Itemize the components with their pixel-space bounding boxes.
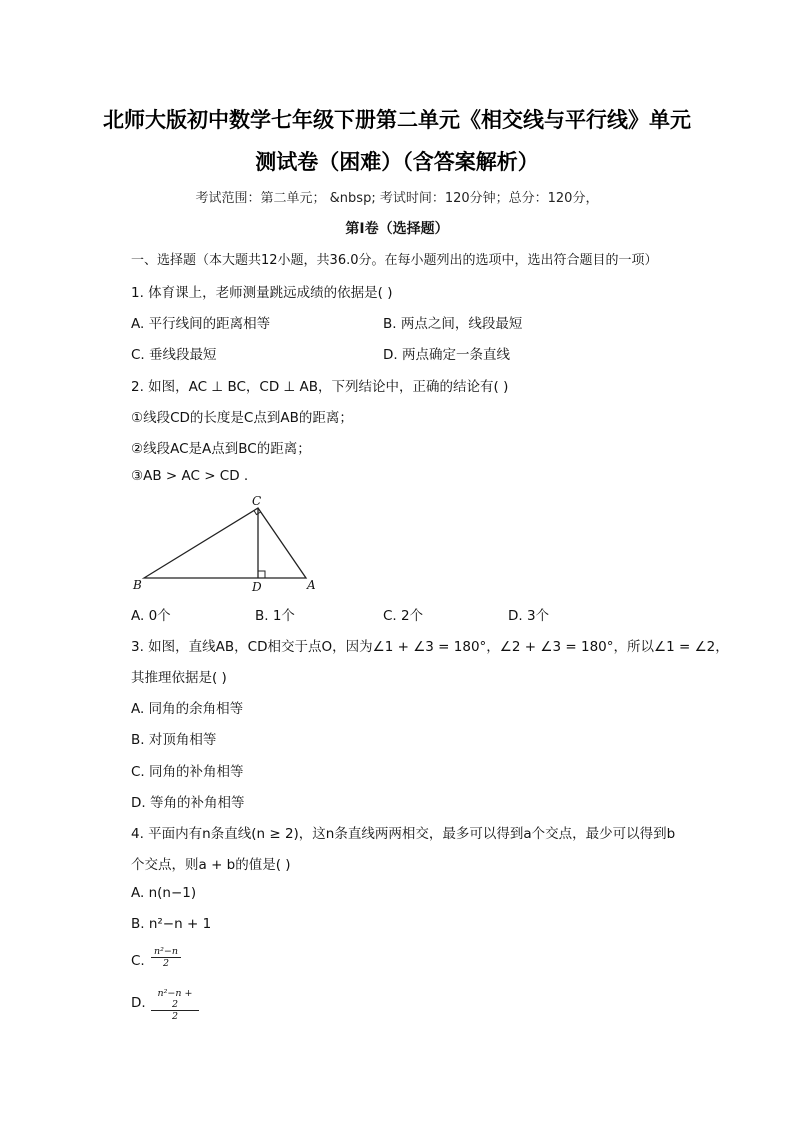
question-1-stem: 1. 体育课上，老师测量跳远成绩的依据是( ) [131,285,393,301]
question-4-option-a: A. n(n−1) [131,885,197,901]
question-1-option-c: C. 垂线段最短 [131,347,217,363]
question-3-option-b: B. 对顶角相等 [131,732,217,748]
label-c: C [252,494,262,508]
label-a: A [307,578,316,592]
volume-title: 第I卷（选择题） [345,221,449,237]
question-2-statement-2: ②线段AC是A点到BC的距离； [131,441,311,457]
question-2-statement-3: ③AB > AC > CD . [131,468,249,484]
question-2-stem: 2. 如图，AC ⊥ BC，CD ⊥ AB，下列结论中，正确的结论有( ) [131,379,509,395]
fraction-numerator: n²−n [151,946,181,958]
question-4-option-b: B. n²−n + 1 [131,916,212,932]
question-4-option-d-fraction [151,988,199,1022]
fraction-denominator: 2 [162,958,170,969]
question-3-stem: 3. 如图，直线AB，CD相交于点O，因为∠1 + ∠3 = 180°，∠2 + ∠3 = 180°，所以∠1 = ∠2， [131,639,729,655]
question-3-option-a: A. 同角的余角相等 [131,701,244,717]
question-2-statement-1: ①线段CD的长度是C点到AB的距离； [131,410,353,426]
label-d: D [252,580,262,594]
triangle-figure [128,490,328,600]
question-4-option-d-label: D. [131,995,146,1011]
question-4-stem: 4. 平面内有n条直线(n ≥ 2)，这n条直线两两相交，最多可以得到a个交点，最少可以得到b [131,826,676,842]
question-1-option-d: D. 两点确定一条直线 [383,347,510,363]
question-4-option-c-label: C. [131,953,145,969]
fraction-denominator: 2 [171,1011,179,1022]
question-4-option-c-fraction [151,946,181,969]
page-title-line-2: 测试卷（困难）（含答案解析） [255,149,539,174]
exam-info: 考试范围：第二单元； &nbsp; 考试时间：120分钟；总分：120分， [195,191,599,206]
label-b: B [133,578,142,592]
fraction-numerator: n²−n + 2 [151,988,199,1011]
question-3-option-d: D. 等角的补角相等 [131,795,245,811]
question-2-option-d: D. 3个 [508,608,550,624]
question-1-option-a: A. 平行线间的距离相等 [131,316,271,332]
question-2-option-a: A. 0个 [131,608,171,624]
question-4-stem-cont: 个交点，则a + b的值是( ) [131,857,291,873]
question-2-option-c: C. 2个 [383,608,424,624]
question-2-option-b: B. 1个 [255,608,295,624]
question-3-stem-cont: 其推理依据是( ) [131,670,227,686]
question-1-option-b: B. 两点之间，线段最短 [383,316,523,332]
page-title-line-1: 北师大版初中数学七年级下册第二单元《相交线与平行线》单元 [103,107,691,132]
section-heading: 一、选择题（本大题共12小题，共36.0分。在每小题列出的选项中，选出符合题目的一项） [131,253,658,268]
question-3-option-c: C. 同角的补角相等 [131,764,244,780]
